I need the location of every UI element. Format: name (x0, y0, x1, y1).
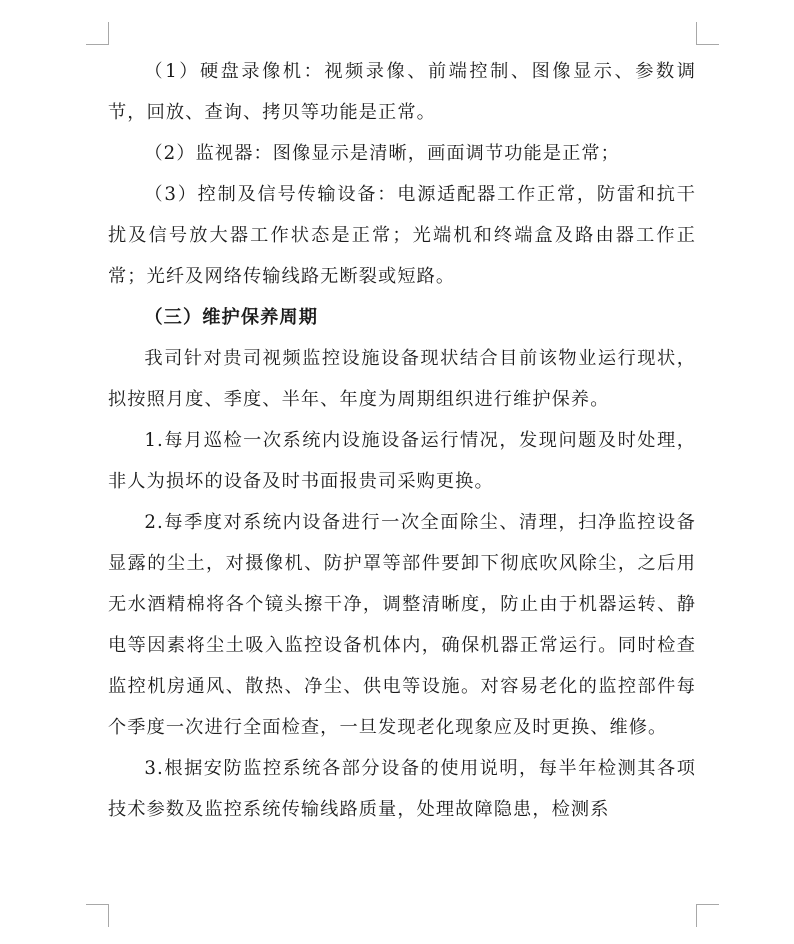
paragraph-dvr: （1）硬盘录像机：视频录像、前端控制、图像显示、参数调节，回放、查询、拷贝等功能是正常。 (108, 61, 696, 123)
margin-corner-top-left (86, 22, 109, 45)
section-heading-maintenance-cycle: （三）维护保养周期 (144, 307, 318, 328)
paragraph-quarterly: 2.每季度对系统内设备进行一次全面除尘、清理，扫净监控设备显露的尘土，对摄像机、防护罩等部件要卸下彻底吹风除尘，之后用无水酒精棉将各个镜头擦干净，调整清晰度，防止由于机器运转、静电等因素将尘土吸入监控设备机体内，确保机器正常运行。同时检查监控机房通风、散热、净尘、供电等设施。对容易老化的监控部件每个季度一次进行全面检查，一旦发现老化现象应及时更换、维修。 (108, 512, 696, 738)
document-body (108, 51, 696, 830)
margin-corner-bottom-right (696, 904, 719, 927)
margin-corner-top-right (696, 22, 719, 45)
paragraph-control-signal: （3）控制及信号传输设备：电源适配器工作正常，防雷和抗干扰及信号放大器工作状态是正常；光端机和终端盒及路由器工作正常；光纤及网络传输线路无断裂或短路。 (108, 184, 696, 287)
paragraph-semiannual: 3.根据安防监控系统各部分设备的使用说明，每半年检测其各项技术参数及监控系统传输线路质量，处理故障隐患，检测系 (108, 758, 696, 820)
margin-corner-bottom-left (86, 904, 109, 927)
paragraph-monitor: （2）监视器：图像显示是清晰，画面调节功能是正常； (144, 143, 620, 164)
paragraph-maintenance-intro: 我司针对贵司视频监控设施设备现状结合目前该物业运行现状，拟按照月度、季度、半年、年度为周期组织进行维护保养。 (108, 348, 696, 410)
paragraph-monthly: 1.每月巡检一次系统内设施设备运行情况，发现问题及时处理，非人为损坏的设备及时书面报贵司采购更换。 (108, 430, 696, 492)
